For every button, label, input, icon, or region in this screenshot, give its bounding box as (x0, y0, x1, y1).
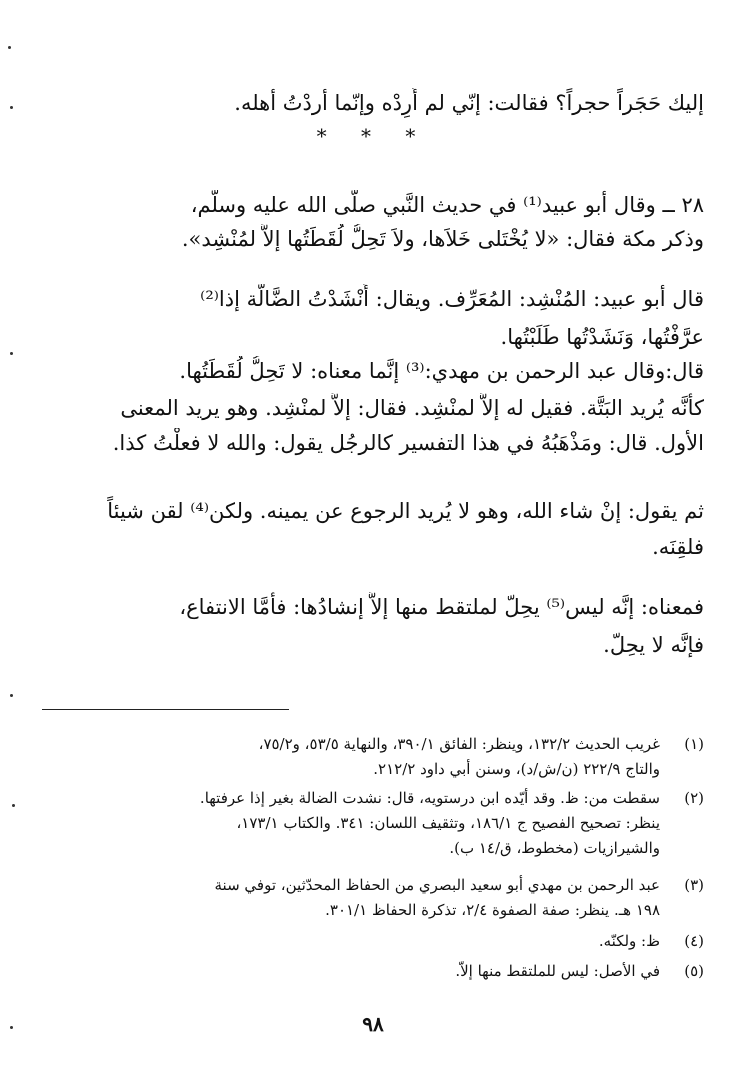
footnote-number: (٣) (684, 876, 704, 894)
body-line-11: فمعناه: إنَّه ليس⁽⁵⁾ يحِلّ لملتقط منها إلاَّ إنشادُها: فأمَّا الانتفاع، (179, 595, 704, 619)
body-line-6: قال:وقال عبد الرحمن بن مهدي:⁽³⁾ إنَّما معناه: لا تَحِلُّ لُقَطَتُها. (179, 359, 704, 383)
footnote-line: في الأصل: ليس للملتقط منها إلاّ. (455, 962, 660, 980)
body-line-3: وذكر مكة فقال: «لا يُخْتَلى خَلاَها، ولاَ تَحِلُّ لُقَطَتُها إلاَّ لمُنْشِد». (181, 227, 704, 251)
margin-speck (10, 106, 13, 109)
margin-speck (10, 352, 13, 355)
footnote-line: والشيرازيات (مخطوط، ق/١٤ ب). (449, 839, 660, 857)
footnote-4 (42, 929, 704, 954)
body-line-9: ثم يقول: إنْ شاء الله، وهو لا يُريد الرجوع عن يمينه. ولكن⁽⁴⁾ لقن شيئاً (107, 499, 704, 523)
body-line-1: إليك حَجَراً حجراً؟ فقالت: إنّي لم أُرِدْه وإنّما أردْتُ أهله. (234, 91, 704, 115)
footnote-number: (٢) (684, 789, 704, 807)
footnote-line: سقطت من: ظ. وقد أيّده ابن درستويه، قال: نشدت الضالة بغير إذا عرفتها. (199, 789, 660, 807)
footnote-number: (٤) (684, 932, 704, 950)
body-line-8: الأول. قال: ومَذْهَبُهُ في هذا التفسير كالرجُل يقول: والله لا فعلْتُ كذا. (112, 431, 704, 455)
body-line-10: فلقِنَه. (652, 535, 704, 559)
margin-speck (10, 694, 13, 697)
footnote-number: (١) (684, 735, 704, 753)
body-line-5: عرَّفْتُها، وَنَشَدْتُها طَلَبْتُها. (500, 325, 704, 349)
footnote-line: غريب الحديث ١٣٢/٢، وينظر: الفائق ٣٩٠/١، والنهاية ٥٣/٥، و٧٥/٢، (258, 735, 660, 753)
footnote-2 (42, 786, 704, 861)
footnote-line: ١٩٨ هـ. ينظر: صفة الصفوة ٢/٤، تذكرة الحفاظ ٣٠١/١. (325, 901, 660, 919)
footnote-5 (42, 959, 704, 984)
footnote-3 (42, 873, 704, 923)
footnote-line: ظ: ولكنّه. (598, 932, 660, 950)
margin-speck (12, 804, 15, 807)
body-line-12: فإنَّه لا يحِلّ. (603, 633, 704, 657)
body-line-2: ٢٨ ــ وقال أبو عبيد⁽¹⁾ في حديث النَّبي صلَّى الله عليه وسلَّم، (190, 193, 704, 217)
footnote-line: عبد الرحمن بن مهدي أبو سعيد البصري من الحفاظ المحدّثين، توفي سنة (214, 876, 660, 894)
section-separator: * * * (316, 124, 430, 148)
footnote-number: (٥) (684, 962, 704, 980)
footnote-rule (42, 709, 289, 710)
footnote-1 (42, 732, 704, 782)
footnote-line: والتاج ٢٢٢/٩ (ن/ش/د)، وسنن أبي داود ٢١٢/٢. (373, 760, 660, 778)
footnote-line: ينظر: تصحيح الفصيح ج ١٨٦/١، وتثقيف اللسان: ٣٤١. والكتاب ١٧٣/١، (236, 814, 660, 832)
margin-speck (8, 46, 11, 49)
body-line-4: قال أبو عبيد: المُنْشِد: المُعَرِّف. ويقال: أَنْشَدْتُ الضَّالَّة إذا⁽²⁾ (200, 287, 704, 311)
body-line-7: كأنَّه يُريد البَتَّة. فقيل له إلاَّ لمنْشِد. فقال: إلاَّ لمنْشِد. وهو يريد المعنى (120, 396, 704, 420)
page-number: ٩٨ (362, 1012, 384, 1036)
